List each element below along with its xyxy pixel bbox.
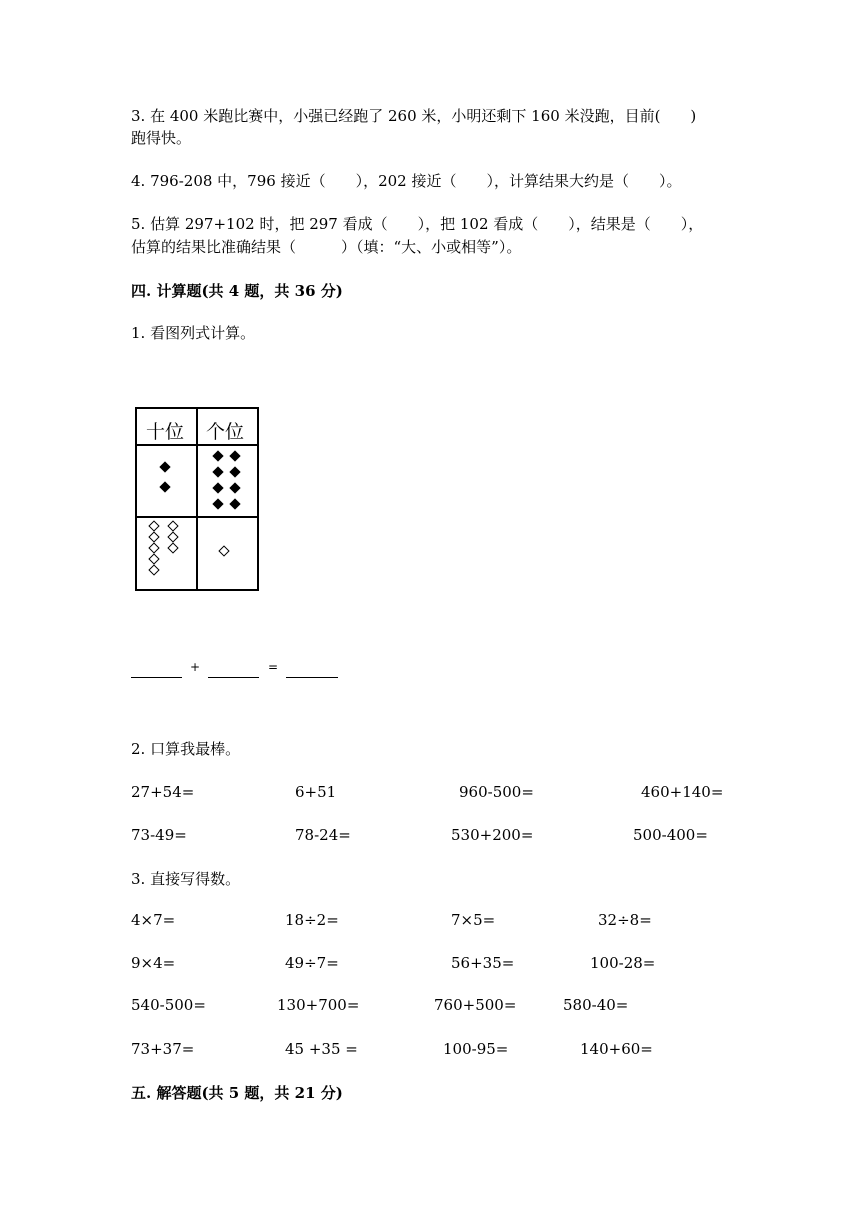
problem: 7×5= <box>451 911 496 929</box>
problem: 580-40= <box>563 996 629 1014</box>
problem: 73+37= <box>131 1040 195 1058</box>
problem: 9×4= <box>131 954 176 972</box>
section-4-q2-title: 2. 口算我最棒。 <box>131 740 241 758</box>
tens-header: 十位 <box>146 421 185 443</box>
question-4: 4. 796-208 中，796 接近（ ），202 接近（ ），计算结果大约是（ ）。 <box>131 172 682 190</box>
problem: 32÷8= <box>598 911 652 929</box>
problem: 960-500= <box>459 783 534 801</box>
ones-header: 个位 <box>206 421 245 443</box>
problem: 100-28= <box>590 954 656 972</box>
place-value-table <box>135 407 259 591</box>
problem: 500-400= <box>633 826 708 844</box>
section-4-title: 四. 计算题(共 4 题，共 36 分) <box>131 282 343 300</box>
problem: 100-95= <box>443 1040 509 1058</box>
problem: 140+60= <box>580 1040 653 1058</box>
equation-blank-1[interactable] <box>131 677 182 678</box>
problem: 49÷7= <box>285 954 339 972</box>
problem: 460+140= <box>641 783 724 801</box>
problem: 760+500= <box>434 996 517 1014</box>
problem: 78-24= <box>295 826 351 844</box>
problem: 18÷2= <box>285 911 339 929</box>
equation-blank-2[interactable] <box>208 677 259 678</box>
problem: 27+54= <box>131 783 195 801</box>
problem: 45 +35 = <box>285 1040 358 1058</box>
problem: 56+35= <box>451 954 515 972</box>
problem: 6+51 <box>295 783 337 801</box>
section-4-q3-title: 3. 直接写得数。 <box>131 870 241 888</box>
equation-blank-3[interactable] <box>286 677 338 678</box>
problem: 540-500= <box>131 996 206 1014</box>
problem: 130+700= <box>277 996 360 1014</box>
question-5-line1: 5. 估算 297+102 时，把 297 看成（ ），把 102 看成（ ），结果是（ ）， <box>131 215 704 233</box>
question-5-line2: 估算的结果比准确结果（ ）（填：“大、小或相等”）。 <box>131 238 522 256</box>
problem: 530+200= <box>451 826 534 844</box>
question-3-line2: 跑得快。 <box>131 129 192 147</box>
section-4-q1-title: 1. 看图列式计算。 <box>131 324 256 342</box>
problem: 4×7= <box>131 911 176 929</box>
equals-sign: = <box>268 660 279 674</box>
plus-sign: + <box>190 660 201 674</box>
problem: 73-49= <box>131 826 187 844</box>
section-5-title: 五. 解答题(共 5 题，共 21 分) <box>131 1084 343 1102</box>
question-3-line1: 3. 在 400 米跑比赛中，小强已经跑了 260 米，小明还剩下 160 米没跑，目前( ) <box>131 107 697 125</box>
